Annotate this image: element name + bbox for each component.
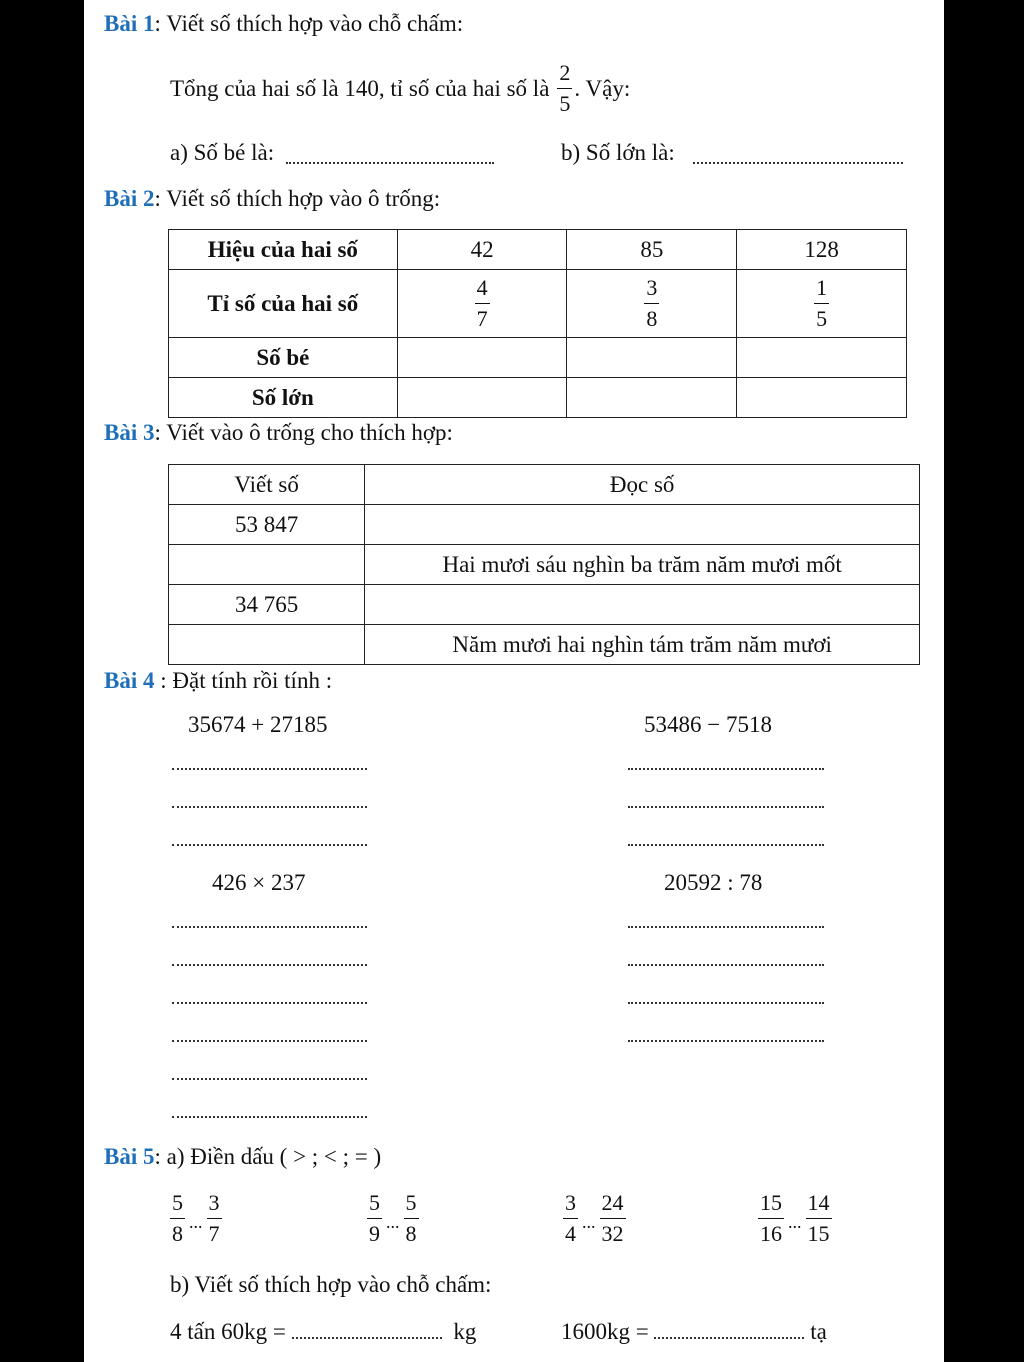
- comparison-blank[interactable]: ...: [189, 1212, 203, 1232]
- comparison-blank[interactable]: ...: [788, 1212, 802, 1232]
- left-fraction: [758, 1192, 784, 1245]
- fraction-denominator: 8: [405, 1221, 417, 1246]
- fraction-bar: [404, 1218, 419, 1219]
- bai1-b-answer-blank[interactable]: [693, 162, 903, 164]
- fraction-denominator: 32: [601, 1221, 624, 1246]
- bai5-b-title: b) Viết số thích hợp vào chỗ chấm:: [170, 1272, 492, 1297]
- fraction-numerator: 3: [565, 1190, 576, 1215]
- expr-subtraction: 53486 − 7518: [644, 712, 772, 737]
- right-fraction: [600, 1192, 626, 1245]
- fraction-bar: [475, 303, 490, 304]
- reading-cell[interactable]: [365, 585, 920, 625]
- fraction-bar: [170, 1218, 185, 1219]
- number-cell[interactable]: [169, 545, 365, 585]
- bai1-ratio-fraction: [557, 62, 572, 115]
- difference-cell: 42: [397, 230, 567, 270]
- fraction-numerator: 3: [646, 275, 658, 300]
- work-line[interactable]: [628, 806, 824, 808]
- work-line[interactable]: [628, 844, 824, 846]
- bai1-a-label: a) Số bé là:: [170, 140, 275, 165]
- work-line[interactable]: [628, 768, 824, 770]
- bai2-label: Bài 2: [104, 186, 155, 211]
- fraction-bar: [563, 1218, 578, 1219]
- number-cell: 34 765: [169, 585, 365, 625]
- fraction-numerator: 15: [760, 1190, 782, 1215]
- bai5-label: Bài 5: [104, 1144, 155, 1169]
- left-fraction: [367, 1192, 382, 1245]
- number-cell: 53 847: [169, 505, 365, 545]
- ratio-fraction: [475, 277, 490, 330]
- difference-cell: 128: [737, 230, 907, 270]
- fraction-denominator: 7: [208, 1221, 220, 1246]
- fraction-bar: [644, 303, 659, 304]
- answer-cell[interactable]: [567, 338, 737, 378]
- fraction-bar: [758, 1218, 784, 1219]
- fraction-bar: [600, 1218, 626, 1219]
- table-row: [169, 465, 920, 505]
- fraction-bar: [367, 1218, 382, 1219]
- comparison-item: [561, 1192, 628, 1245]
- comparison-blank[interactable]: ...: [386, 1212, 400, 1232]
- table-row: [169, 230, 907, 270]
- b2-unit: tạ: [810, 1319, 827, 1344]
- work-line[interactable]: [172, 806, 367, 808]
- left-fraction: [170, 1192, 185, 1245]
- row-label-difference: Hiệu của hai số: [169, 230, 398, 270]
- fraction-numerator: 24: [601, 1190, 624, 1215]
- bai2-title: : Viết số thích hợp vào ô trống:: [154, 186, 441, 211]
- bai3-title: : Viết vào ô trống cho thích hợp:: [154, 420, 453, 445]
- bai5-a-title: : a) Điền dấu ( > ; < ; = ): [154, 1144, 382, 1169]
- ratio-fraction: [814, 277, 829, 330]
- bai1-label: Bài 1: [104, 11, 155, 36]
- work-line[interactable]: [628, 926, 824, 928]
- table-row: [169, 505, 920, 545]
- table-row: [169, 378, 907, 418]
- fraction-denominator: 16: [760, 1221, 782, 1246]
- bai4-title: : Đặt tính rồi tính :: [154, 668, 333, 693]
- bai1-a-answer-blank[interactable]: [286, 162, 494, 164]
- left-fraction: [563, 1192, 578, 1245]
- fraction-numerator: 2: [559, 60, 571, 85]
- work-line[interactable]: [172, 926, 367, 928]
- right-fraction: [806, 1192, 832, 1245]
- answer-cell[interactable]: [567, 378, 737, 418]
- fraction-bar: [207, 1218, 222, 1219]
- bai2-table: [168, 229, 907, 418]
- ratio-cell: [397, 270, 567, 338]
- right-fraction: [207, 1192, 222, 1245]
- ratio-cell: [567, 270, 737, 338]
- b2-expression: 1600kg =: [561, 1319, 649, 1344]
- fraction-numerator: 1: [816, 275, 828, 300]
- bai1-sentence-pre: Tổng của hai số là 140, tỉ số của hai số là: [170, 75, 550, 101]
- fraction-numerator: 14: [807, 1190, 830, 1215]
- work-line[interactable]: [172, 1002, 367, 1004]
- bai3-heading: [104, 420, 453, 446]
- row-label-large: Số lớn: [169, 378, 398, 418]
- work-line[interactable]: [172, 964, 367, 966]
- fraction-denominator: 4: [565, 1221, 576, 1246]
- comparison-item: [756, 1192, 834, 1245]
- row-label-ratio: Tỉ số của hai số: [169, 270, 398, 338]
- header-read-number: Đọc số: [365, 465, 920, 505]
- fraction-denominator: 7: [476, 306, 488, 331]
- fraction-denominator: 5: [816, 306, 828, 331]
- answer-cell[interactable]: [397, 338, 567, 378]
- fraction-numerator: 5: [172, 1190, 183, 1215]
- b1-expression: 4 tấn 60kg =: [170, 1319, 286, 1344]
- fraction-numerator: 3: [208, 1190, 220, 1215]
- fraction-denominator: 5: [559, 91, 571, 116]
- fraction-denominator: 9: [369, 1221, 380, 1246]
- answer-cell[interactable]: [737, 378, 907, 418]
- reading-cell[interactable]: [365, 505, 920, 545]
- work-line[interactable]: [628, 964, 824, 966]
- work-line[interactable]: [172, 1040, 367, 1042]
- expr-addition: 35674 + 27185: [188, 712, 328, 737]
- work-line[interactable]: [628, 1040, 824, 1042]
- bai4-heading: [104, 668, 332, 694]
- bai4-label: Bài 4: [104, 668, 155, 693]
- bai1-b-label: b) Số lớn là:: [561, 140, 675, 165]
- right-fraction: [404, 1192, 419, 1245]
- work-line[interactable]: [172, 768, 367, 770]
- table-row: [169, 545, 920, 585]
- b2-answer-blank[interactable]: [654, 1337, 804, 1339]
- bai1-heading: [104, 11, 463, 37]
- expr-division: 20592 : 78: [664, 870, 763, 895]
- bai5-b2: [561, 1319, 827, 1345]
- difference-cell: 85: [567, 230, 737, 270]
- bai2-heading: [104, 186, 440, 212]
- bai3-label: Bài 3: [104, 420, 155, 445]
- fraction-denominator: 15: [807, 1221, 830, 1246]
- row-label-small: Số bé: [169, 338, 398, 378]
- comparison-item: [168, 1192, 224, 1245]
- comparison-item: [365, 1192, 421, 1245]
- bai5-heading: [104, 1144, 381, 1170]
- bai3-table: [168, 464, 920, 665]
- table-row: [169, 585, 920, 625]
- fraction-numerator: 4: [476, 275, 488, 300]
- b1-answer-blank[interactable]: [292, 1337, 442, 1339]
- comparison-blank[interactable]: ...: [582, 1212, 596, 1232]
- table-row: [169, 338, 907, 378]
- bai5-b1: [170, 1319, 476, 1345]
- fraction-numerator: 5: [369, 1190, 380, 1215]
- work-line[interactable]: [172, 1116, 367, 1118]
- fraction-bar: [806, 1218, 832, 1219]
- bai1-sentence-post: . Vậy:: [574, 75, 631, 101]
- table-row: [169, 270, 907, 338]
- fraction-bar: [557, 88, 572, 89]
- header-write-number: Viết số: [169, 465, 365, 505]
- bai1-sentence: [170, 62, 630, 115]
- work-line[interactable]: [172, 844, 367, 846]
- fraction-denominator: 8: [646, 306, 658, 331]
- reading-cell: Năm mươi hai nghìn tám trăm năm mươi: [365, 625, 920, 665]
- b1-unit: kg: [453, 1319, 477, 1344]
- work-line[interactable]: [172, 1078, 367, 1080]
- fraction-bar: [814, 303, 829, 304]
- work-line[interactable]: [628, 1002, 824, 1004]
- ratio-cell: [737, 270, 907, 338]
- answer-cell[interactable]: [737, 338, 907, 378]
- ratio-fraction: [644, 277, 659, 330]
- reading-cell: Hai mươi sáu nghìn ba trăm năm mươi mốt: [365, 545, 920, 585]
- worksheet-page: [84, 0, 944, 1362]
- fraction-denominator: 8: [172, 1221, 183, 1246]
- answer-cell[interactable]: [397, 378, 567, 418]
- number-cell[interactable]: [169, 625, 365, 665]
- fraction-numerator: 5: [405, 1190, 417, 1215]
- bai1-title: : Viết số thích hợp vào chỗ chấm:: [154, 11, 464, 36]
- table-row: [169, 625, 920, 665]
- expr-multiplication: 426 × 237: [212, 870, 306, 895]
